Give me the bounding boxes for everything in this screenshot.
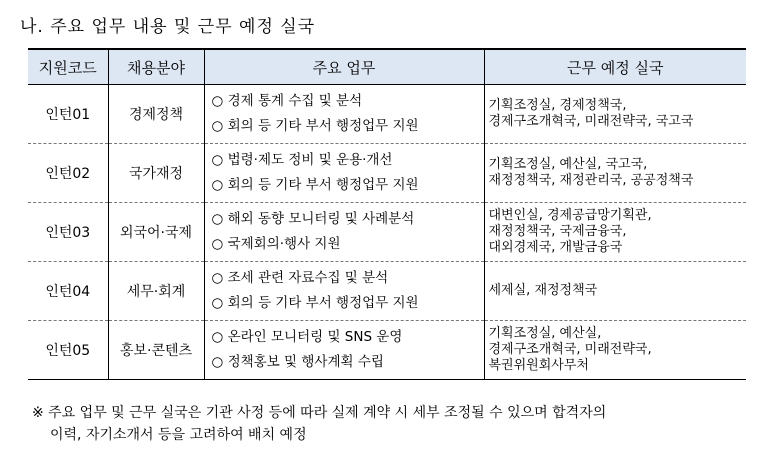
table-row xyxy=(28,144,746,203)
applicant-code: 인턴02 xyxy=(28,144,108,203)
column-header-offices: 근무 예정 실국 xyxy=(484,49,746,85)
office-line: 대외경제국, 개발금융국 xyxy=(488,240,623,255)
column-header-field: 채용분야 xyxy=(108,49,204,85)
column-header-duties: 주요 업무 xyxy=(204,49,484,85)
table-row xyxy=(28,85,746,144)
duty-item: ○ 회의 등 기타 부서 행정업무 지원 xyxy=(211,295,419,311)
table-row xyxy=(28,321,746,380)
applicant-code: 인턴03 xyxy=(28,203,108,262)
duty-item: ○ 온라인 모니터링 및 SNS 운영 xyxy=(211,329,403,345)
assigned-offices xyxy=(484,203,746,262)
main-duties xyxy=(204,262,484,321)
recruit-field: 경제정책 xyxy=(108,85,204,144)
footnote xyxy=(32,402,762,446)
footnote-line: ※ 주요 업무 및 근무 실국은 기관 사정 등에 따라 실제 계약 시 세부 조정될 수 있으며 합격자의 xyxy=(32,405,607,421)
main-duties xyxy=(204,203,484,262)
main-duties xyxy=(204,85,484,144)
table-row xyxy=(28,203,746,262)
table-header-row xyxy=(28,49,746,85)
main-duties xyxy=(204,144,484,203)
duty-item: ○ 회의 등 기타 부서 행정업무 지원 xyxy=(211,118,419,134)
table-row xyxy=(28,262,746,321)
applicant-code: 인턴05 xyxy=(28,321,108,380)
applicant-code: 인턴04 xyxy=(28,262,108,321)
assigned-offices xyxy=(484,85,746,144)
office-line: 경제구조개혁국, 미래전략국, xyxy=(488,342,652,357)
office-line: 경제구조개혁국, 미래전략국, 국고국 xyxy=(488,114,694,129)
main-duties xyxy=(204,321,484,380)
office-line: 대변인실, 경제공급망기획관, xyxy=(488,208,652,223)
applicant-code: 인턴01 xyxy=(28,85,108,144)
column-header-code: 지원코드 xyxy=(28,49,108,85)
office-line: 재정정책국, 국제금융국, xyxy=(488,224,627,239)
footnote-line: 이력, 자기소개서 등을 고려하여 배치 예정 xyxy=(50,427,307,443)
duty-item: ○ 조세 관련 자료수집 및 분석 xyxy=(211,270,389,286)
office-line: 복권위원회사무처 xyxy=(488,358,589,373)
recruit-field: 외국어·국제 xyxy=(108,203,204,262)
assigned-offices xyxy=(484,321,746,380)
section-heading: 나. 주요 업무 내용 및 근무 예정 실국 xyxy=(20,17,316,37)
office-line: 기획조정실, 예산실, 국고국, xyxy=(488,157,648,172)
duty-item: ○ 경제 통계 수집 및 분석 xyxy=(211,93,363,109)
recruit-field: 세무·회계 xyxy=(108,262,204,321)
assigned-offices xyxy=(484,144,746,203)
office-line: 기획조정실, 경제정책국, xyxy=(488,98,627,113)
office-line: 재정정책국, 재정관리국, 공공정책국 xyxy=(488,173,694,188)
duty-item: ○ 해외 동향 모니터링 및 사례분석 xyxy=(211,211,415,227)
recruit-field: 국가재정 xyxy=(108,144,204,203)
duty-item: ○ 회의 등 기타 부서 행정업무 지원 xyxy=(211,177,419,193)
recruit-field: 홍보·콘텐츠 xyxy=(108,321,204,380)
duty-item: ○ 국제회의·행사 지원 xyxy=(211,236,341,252)
office-line: 세제실, 재정정책국 xyxy=(488,283,598,298)
duty-item: ○ 정책홍보 및 행사계획 수립 xyxy=(211,354,384,370)
assigned-offices xyxy=(484,262,746,321)
office-line: 기획조정실, 예산실, xyxy=(488,326,602,341)
duty-item: ○ 법령·제도 정비 및 운용·개선 xyxy=(211,152,393,168)
duties-table xyxy=(28,48,746,380)
